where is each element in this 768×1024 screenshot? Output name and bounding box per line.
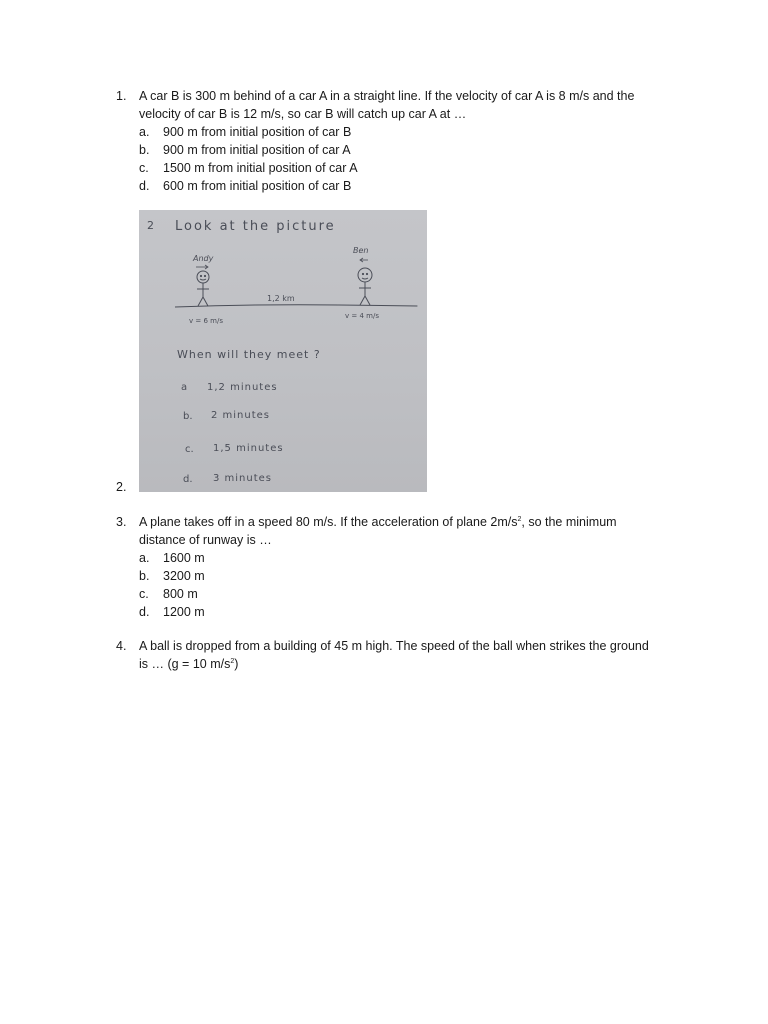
right-arrow-icon bbox=[196, 265, 208, 269]
left-speed-label: v = 6 m/s bbox=[189, 317, 223, 325]
option-c: c. 800 m bbox=[139, 587, 198, 601]
image-question-text: When will they meet ? bbox=[177, 348, 321, 361]
distance-label: 1,2 km bbox=[267, 294, 295, 303]
handwritten-diagram bbox=[139, 210, 427, 492]
question-text: A car B is 300 m behind of a car A in a straight line. If the velocity of car A is 8 m/s and the velocity of car B is 12 m/s, so car B will catch up car A at … bbox=[139, 89, 635, 121]
left-arrow-icon bbox=[360, 258, 368, 262]
ground-line bbox=[175, 305, 417, 307]
option-a: a. 900 m from initial position of car B bbox=[139, 125, 352, 139]
stick-figure-icon bbox=[197, 271, 209, 306]
image-option-letter: b. bbox=[183, 411, 193, 422]
option-a: a. 1600 m bbox=[139, 551, 205, 565]
answer-options bbox=[139, 549, 686, 621]
image-option-text: 3 minutes bbox=[213, 473, 273, 484]
image-question-number: 2 bbox=[147, 219, 154, 232]
answer-options bbox=[139, 123, 686, 195]
question-text: A plane takes off in a speed 80 m/s. If the acceleration of plane $2m/s^2$, so the minimum distance of runway is … bbox=[139, 515, 617, 547]
option-c: c. 1500 m from initial position of car A bbox=[139, 161, 358, 175]
image-option-letter: d. bbox=[183, 474, 193, 485]
stick-figure-icon bbox=[358, 268, 372, 305]
question-number: 3. bbox=[116, 515, 127, 529]
question-1 bbox=[116, 87, 686, 195]
image-option-text: 1,2 minutes bbox=[207, 382, 278, 393]
image-option-text: 1,5 minutes bbox=[213, 443, 284, 454]
image-option-letter: a bbox=[181, 382, 188, 393]
question-number: 1. bbox=[116, 89, 127, 103]
image-option-letter: c. bbox=[185, 444, 194, 455]
option-d: d. 1200 m bbox=[139, 605, 205, 619]
question-3 bbox=[116, 513, 686, 621]
right-person-name: Ben bbox=[353, 246, 369, 255]
right-speed-label: v = 4 m/s bbox=[345, 312, 379, 320]
left-person-name: Andy bbox=[193, 254, 214, 263]
question-number: 4. bbox=[116, 639, 127, 653]
question-number: 2. bbox=[116, 480, 127, 494]
option-b: b. 900 m from initial position of car A bbox=[139, 143, 351, 157]
image-title: Look at the picture bbox=[175, 219, 336, 234]
option-d: d. 600 m from initial position of car B bbox=[139, 179, 352, 193]
question-4 bbox=[116, 637, 686, 673]
question-text: A ball is dropped from a building of 45 m high. The speed of the ball when strikes the ground is … (g = 10 $m/s^2$) bbox=[139, 639, 649, 671]
option-b: b. 3200 m bbox=[139, 569, 205, 583]
image-option-text: 2 minutes bbox=[211, 410, 271, 421]
handwritten-question-photo bbox=[139, 210, 427, 492]
